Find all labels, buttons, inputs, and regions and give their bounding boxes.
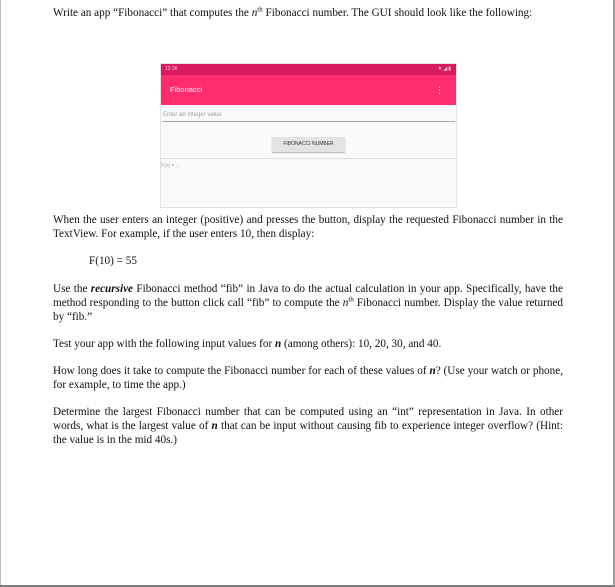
overflow-paragraph: Determine the largest Fibonacci number that can be computed using an “int” representation in Java. In other words, what is the largest value of n that can be input without causing fib to experience integer overflow? (Hint: the value is in the mid 40s.) [53,406,563,446]
app-bar [161,75,456,105]
status-time: 12:36 [165,66,178,72]
overflow-menu-icon[interactable]: ⋮ [435,85,444,95]
status-icons: ▼◢▮ [437,66,452,72]
timing-paragraph: How long does it take to compute the Fibonacci number for each of these values of n? (Use your watch or phone, for example, to time the app.) [53,365,563,391]
integer-input[interactable]: Enter an integer value [162,109,455,122]
instructions-paragraph: When the user enters an integer (positive) and presses the button, display the requested Fibonacci number in the TextView. For example, if the user enters 10, then display: [53,214,563,240]
phone-screenshot [160,63,457,208]
page-edge-left [0,0,1,587]
result-textview: F(n) = ... [161,163,181,169]
status-bar [161,64,456,75]
intro-paragraph: Write an app “Fibonacci” that computes the $n^{th}$ Fibonacci number. The GUI should look like the following: [53,5,533,19]
recursive-method-paragraph: Use the recursive Fibonacci method “fib” in Java to do the actual calculation in your app. Specifically, have the method responding to the button click call “fib” to compute the $n^{th}$ Fibonacci number. Display the value returned by “fib.” [53,283,563,323]
divider [161,158,456,159]
example-output: F(10) = 55 [89,255,137,267]
fibonacci-number-button[interactable]: FIBONACCI NUMBER [272,137,345,152]
app-title: Fibonacci [170,85,203,94]
test-values-paragraph: Test your app with the following input values for n (among others): 10, 20, 30, and 40. [53,338,442,350]
